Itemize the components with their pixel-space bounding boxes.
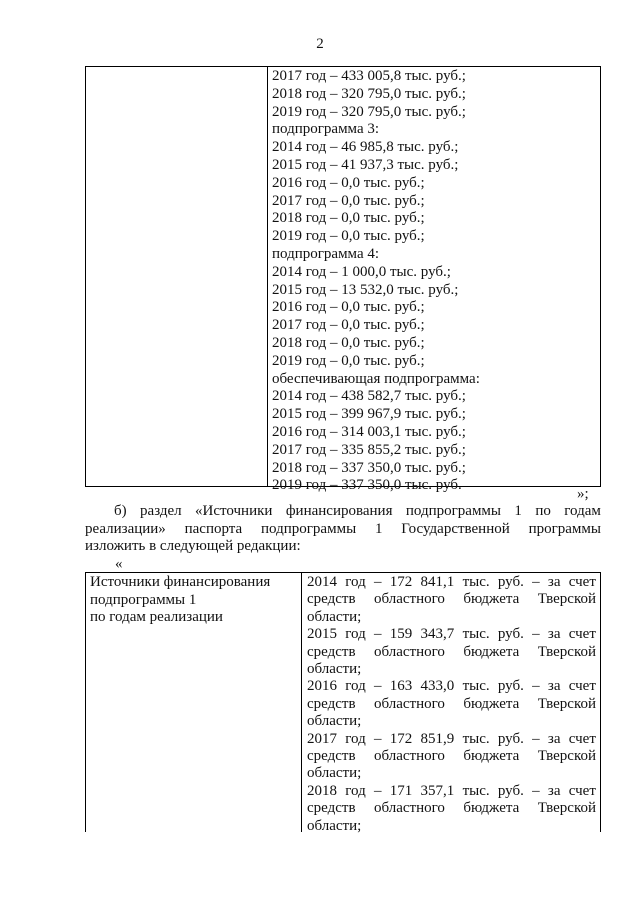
funding-line: подпрограмма 3: xyxy=(272,121,380,138)
funding-line: 2019 год – 337 350,0 тыс. руб. xyxy=(272,477,462,494)
entry-word: – xyxy=(532,574,540,590)
entry-word: – xyxy=(374,782,382,799)
funding-continuation-table xyxy=(85,66,601,494)
entry-word: – xyxy=(532,678,540,695)
region-line: области; xyxy=(307,765,362,782)
entry-word: счет xyxy=(568,574,596,590)
year-amount-line xyxy=(307,574,596,591)
funding-line: подпрограмма 4: xyxy=(272,245,380,262)
entry-word: областного xyxy=(373,800,445,817)
label-line: Источники финансирования xyxy=(90,574,271,590)
funding-sources-table xyxy=(85,572,601,832)
paragraph-word: годам xyxy=(564,503,601,519)
funding-lines-cell xyxy=(272,68,596,495)
funding-line: 2019 год – 320 795,0 тыс. руб.; xyxy=(272,103,466,120)
funding-line: обеспечивающая подпрограмма: xyxy=(272,370,480,387)
entry-word: бюджета xyxy=(463,591,520,608)
entry-word: средств xyxy=(307,695,356,712)
entry-word: тыс. xyxy=(462,626,490,643)
funding-line: 2014 год – 1 000,0 тыс. руб.; xyxy=(272,263,451,280)
paragraph-line-3: изложить в следующей редакции: xyxy=(85,538,301,554)
budget-source-line xyxy=(307,591,596,608)
entry-word: 2018 xyxy=(307,782,337,799)
year-amount-line xyxy=(307,731,596,748)
table-column-divider xyxy=(301,573,302,832)
entry-word: 2015 xyxy=(307,626,337,643)
paragraph-line-2 xyxy=(85,521,601,539)
entry-word: за xyxy=(547,678,561,695)
paragraph-word: программы xyxy=(528,520,601,537)
entry-word: руб. xyxy=(497,730,524,747)
paragraph-word: 1 xyxy=(374,520,383,537)
entry-word: 343,7 xyxy=(420,626,455,643)
entry-word: счет xyxy=(568,626,596,643)
entry-word: тыс. xyxy=(462,782,490,799)
paragraph-word: 1 xyxy=(514,503,522,519)
funding-line: 2015 год – 13 532,0 тыс. руб.; xyxy=(272,281,459,298)
entry-word: год xyxy=(345,730,366,747)
entry-word: средств xyxy=(307,643,356,660)
entry-word: 851,9 xyxy=(420,730,455,747)
entry-word: год xyxy=(345,678,366,695)
entry-word: счет xyxy=(568,678,596,695)
entry-word: за xyxy=(547,574,561,590)
funding-line: 2016 год – 0,0 тыс. руб.; xyxy=(272,299,425,316)
opening-quote-mark: « xyxy=(115,556,123,572)
table-column-divider xyxy=(267,67,268,486)
paragraph-word: паспорта xyxy=(184,520,243,537)
funding-line: 2016 год – 0,0 тыс. руб.; xyxy=(272,174,425,191)
year-amount-line xyxy=(307,678,596,695)
funding-line: 2018 год – 320 795,0 тыс. руб.; xyxy=(272,85,466,102)
entry-word: 163 xyxy=(389,678,413,695)
funding-line: 2019 год – 0,0 тыс. руб.; xyxy=(272,352,425,369)
entry-word: областного xyxy=(373,695,445,712)
entry-word: Тверской xyxy=(537,591,596,608)
region-line: области; xyxy=(307,713,362,730)
paragraph-word: подпрограммы xyxy=(261,520,357,537)
entry-word: – xyxy=(374,678,382,695)
paragraph-word: реализации» xyxy=(85,520,166,537)
entry-word: руб. xyxy=(497,782,524,799)
entry-word: за xyxy=(547,626,561,643)
funding-line: 2014 год – 46 985,8 тыс. руб.; xyxy=(272,139,459,156)
funding-line: 2015 год – 399 967,9 тыс. руб.; xyxy=(272,406,466,423)
paragraph-word: подпрограммы xyxy=(405,503,502,519)
year-amount-line xyxy=(307,783,596,800)
entry-word: областного xyxy=(373,643,445,660)
entry-word: – xyxy=(374,626,382,643)
budget-source-line xyxy=(307,800,596,817)
region-line: области; xyxy=(307,608,362,625)
funding-line: 2017 год – 0,0 тыс. руб.; xyxy=(272,192,425,209)
entry-word: за xyxy=(547,782,561,799)
entry-word: год xyxy=(345,626,366,643)
funding-line: 2015 год – 41 937,3 тыс. руб.; xyxy=(272,156,459,173)
entry-word: тыс. xyxy=(462,574,490,590)
paragraph-word: финансирования xyxy=(285,503,393,519)
entry-word: Тверской xyxy=(537,800,596,817)
entry-word: 2017 xyxy=(307,730,337,747)
label-line: подпрограммы 1 xyxy=(90,591,197,608)
entry-word: областного xyxy=(373,591,445,608)
funding-line: 2017 год – 335 855,2 тыс. руб.; xyxy=(272,441,466,458)
entry-word: бюджета xyxy=(463,643,520,660)
label-line: по годам реализации xyxy=(90,609,223,625)
funding-line: 2018 год – 0,0 тыс. руб.; xyxy=(272,210,425,227)
funding-line: 2016 год – 314 003,1 тыс. руб.; xyxy=(272,423,466,440)
funding-sources-label-cell xyxy=(90,574,295,627)
entry-word: счет xyxy=(568,782,596,799)
entry-word: 357,1 xyxy=(420,782,455,799)
funding-line: 2017 год – 0,0 тыс. руб.; xyxy=(272,317,425,334)
entry-word: за xyxy=(547,730,561,747)
entry-word: тыс. xyxy=(462,678,490,695)
entry-word: 172 xyxy=(389,730,413,747)
entry-word: 172 xyxy=(389,574,413,590)
paragraph-word: «Источники xyxy=(195,503,273,519)
entry-word: 171 xyxy=(389,782,413,799)
amendment-paragraph xyxy=(85,503,601,556)
entry-word: бюджета xyxy=(463,748,520,765)
year-amount-line xyxy=(307,626,596,643)
paragraph-word: по xyxy=(535,503,551,519)
entry-word: средств xyxy=(307,591,356,608)
budget-source-line xyxy=(307,696,596,713)
entry-word: руб. xyxy=(497,574,524,590)
entry-word: средств xyxy=(307,748,356,765)
entry-word: Тверской xyxy=(537,695,596,712)
entry-word: год xyxy=(345,782,366,799)
entry-word: руб. xyxy=(497,678,524,695)
entry-word: тыс. xyxy=(462,730,490,747)
funding-line: 2018 год – 337 350,0 тыс. руб.; xyxy=(272,459,466,476)
paragraph-word: раздел xyxy=(140,503,182,519)
entry-word: бюджета xyxy=(463,695,520,712)
paragraph-line-1 xyxy=(85,503,601,521)
budget-source-line xyxy=(307,644,596,661)
region-line: области; xyxy=(307,817,362,834)
entry-word: год xyxy=(345,574,366,590)
paragraph-word: Государственной xyxy=(401,520,510,537)
entry-word: 159 xyxy=(389,626,413,643)
region-line: области; xyxy=(307,661,362,678)
page-number: 2 xyxy=(316,36,324,52)
entry-word: – xyxy=(374,730,382,747)
funding-line: 2019 год – 0,0 тыс. руб.; xyxy=(272,228,425,245)
funding-line: 2018 год – 0,0 тыс. руб.; xyxy=(272,334,425,351)
funding-line: 2017 год – 433 005,8 тыс. руб.; xyxy=(272,68,466,84)
closing-quote-mark: »; xyxy=(577,486,589,502)
entry-word: Тверской xyxy=(537,748,596,765)
entry-word: 433,0 xyxy=(420,678,455,695)
entry-word: счет xyxy=(568,730,596,747)
entry-word: средств xyxy=(307,800,356,817)
funding-by-year-cell xyxy=(307,574,596,835)
funding-line: 2014 год – 438 582,7 тыс. руб.; xyxy=(272,388,466,405)
paragraph-word: б) xyxy=(114,503,127,519)
entry-word: бюджета xyxy=(463,800,520,817)
entry-word: – xyxy=(532,782,540,799)
entry-word: Тверской xyxy=(537,643,596,660)
entry-word: – xyxy=(532,730,540,747)
entry-word: 841,1 xyxy=(420,574,455,590)
entry-word: руб. xyxy=(497,626,524,643)
budget-source-line xyxy=(307,748,596,765)
entry-word: 2014 xyxy=(307,574,337,590)
entry-word: областного xyxy=(373,748,445,765)
entry-word: – xyxy=(532,626,540,643)
entry-word: – xyxy=(374,574,382,590)
entry-word: 2016 xyxy=(307,678,337,695)
